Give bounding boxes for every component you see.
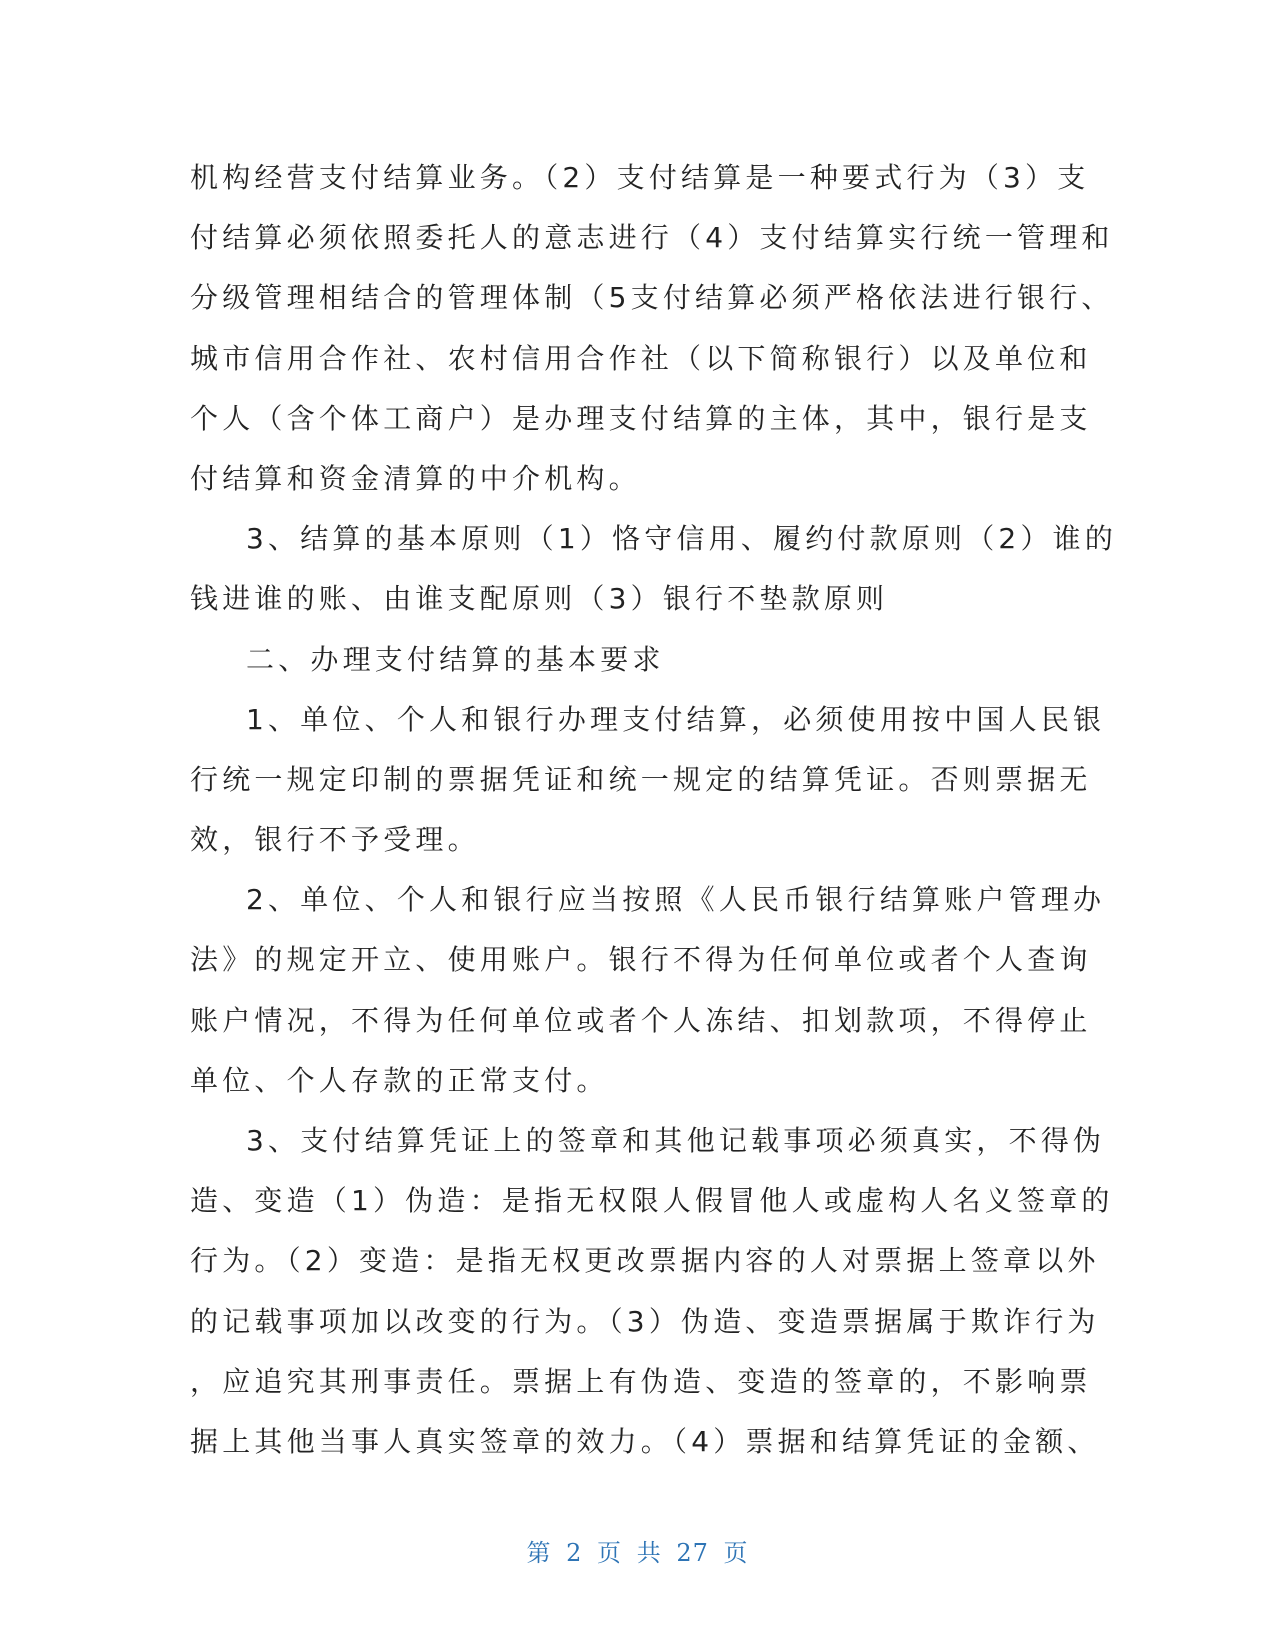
text-line: 付结算和资金清算的中介机构。 — [190, 461, 641, 495]
text-line: 3、支付结算凭证上的签章和其他记载事项必须真实，不得伪 — [246, 1124, 1106, 1157]
section-heading: 二、办理支付结算的基本要求 — [246, 642, 665, 676]
text-line: 行统一规定印制的票据凭证和统一规定的结算凭证。否则票据无 — [190, 762, 1092, 796]
text-line: 行为。（2）变造：是指无权更改票据内容的人对票据上签章以外 — [190, 1244, 1100, 1278]
text-line: 2、单位、个人和银行应当按照《人民币银行结算账户管理办 — [246, 883, 1106, 917]
text-line: 机构经营支付结算业务。（2）支付结算是一种要式行为（3）支 — [190, 161, 1090, 194]
text-line: 分级管理相结合的管理体制（5支付结算必须严格依法进行银行、 — [190, 281, 1114, 315]
footer-prefix: 第 — [526, 1539, 552, 1567]
text-line: 单位、个人存款的正常支付。 — [190, 1063, 609, 1097]
footer-current-page: 2 — [566, 1539, 583, 1567]
text-line: 3、结算的基本原则（1）恪守信用、履约付款原则（2）谁的 — [246, 522, 1118, 556]
text-line: 的记载事项加以改变的行为。（3）伪造、变造票据属于欺诈行为 — [190, 1304, 1100, 1338]
text-line: 1、单位、个人和银行办理支付结算，必须使用按中国人民银 — [246, 702, 1106, 736]
footer-total-pages: 27 — [676, 1539, 709, 1567]
text-line: 账户情况，不得为任何单位或者个人冻结、扣划款项，不得停止 — [190, 1003, 1092, 1037]
page-footer — [0, 1533, 1275, 1568]
text-line: 造、变造（1）伪造：是指无权限人假冒他人或虚构人名义签章的 — [190, 1184, 1114, 1218]
text-line: 法》的规定开立、使用账户。银行不得为任何单位或者个人查询 — [190, 943, 1092, 977]
text-line: ，应追究其刑事责任。票据上有伪造、变造的签章的，不影响票 — [190, 1364, 1092, 1398]
text-line: 据上其他当事人真实签章的效力。（4）票据和结算凭证的金额、 — [190, 1424, 1100, 1458]
footer-total-word: 共 — [636, 1539, 662, 1567]
text-line: 个人（含个体工商户）是办理支付结算的主体，其中，银行是支 — [190, 401, 1092, 435]
text-line: 钱进谁的账、由谁支配原则（3）银行不垫款原则 — [190, 582, 889, 616]
text-line: 付结算必须依照委托人的意志进行（4）支付结算实行统一管理和 — [190, 221, 1114, 255]
footer-page-word: 页 — [597, 1539, 623, 1567]
footer-suffix: 页 — [723, 1539, 749, 1567]
document-body — [190, 148, 1118, 1472]
text-line: 效，银行不予受理。 — [190, 823, 480, 857]
text-line: 城市信用合作社、农村信用合作社（以下简称银行）以及单位和 — [190, 341, 1092, 375]
